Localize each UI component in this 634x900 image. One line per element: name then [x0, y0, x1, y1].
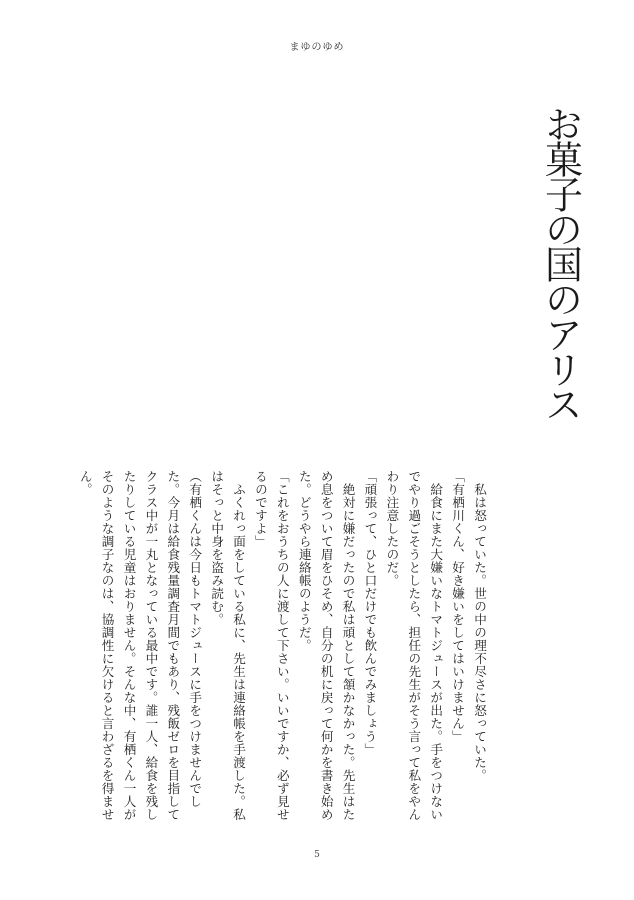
page-number: 5: [314, 850, 320, 860]
paragraph: 「有栖川くん、好き嫌いをしてはいけません」: [450, 470, 466, 743]
paragraph: 絶対に嫌だったので私は頑として頷かなかった。先生はため息をついて眉をひそめ、自分の机に戻って何かを書き始めた。どうやら連絡帳のようだ。: [296, 470, 356, 821]
paragraph: 「これをおうちの人に渡して下さい。いいですか、必ず見せるのですよ」: [252, 470, 290, 821]
paragraph: 給食にまた大嫌いなトマトジュースが出た。手をつけないでやり過ごそうとしたら、担任の先生がそう言って私をやんわり注意したのだ。: [384, 470, 444, 821]
running-header: まゆのゆめ: [289, 42, 345, 53]
body-text: [77, 470, 490, 830]
paragraph: 私は怒っていた。世の中の理不尽さに怒っていた。: [472, 470, 487, 782]
paragraph: （有栖くんは今日もトマトジュースに手をつけませんでした。今月は給食残量調査月間でもあり、残飯ゼロを目指してクラス中が一丸となっている最中です。誰一人、給食を残したりしている児童はおりません。そんな中、有栖くん一人がそのような調子なのは、協調性に欠けると言わざるを得ません。: [77, 470, 203, 821]
paragraph: ふくれっ面をしている私に、先生は連絡帳を手渡した。私はそっと中身を盗み読む。: [209, 470, 247, 821]
paragraph: 「頑張って、ひと口だけでも飲んでみましょう」: [362, 470, 378, 756]
chapter-title: お菓子の国のアリス: [538, 105, 583, 420]
